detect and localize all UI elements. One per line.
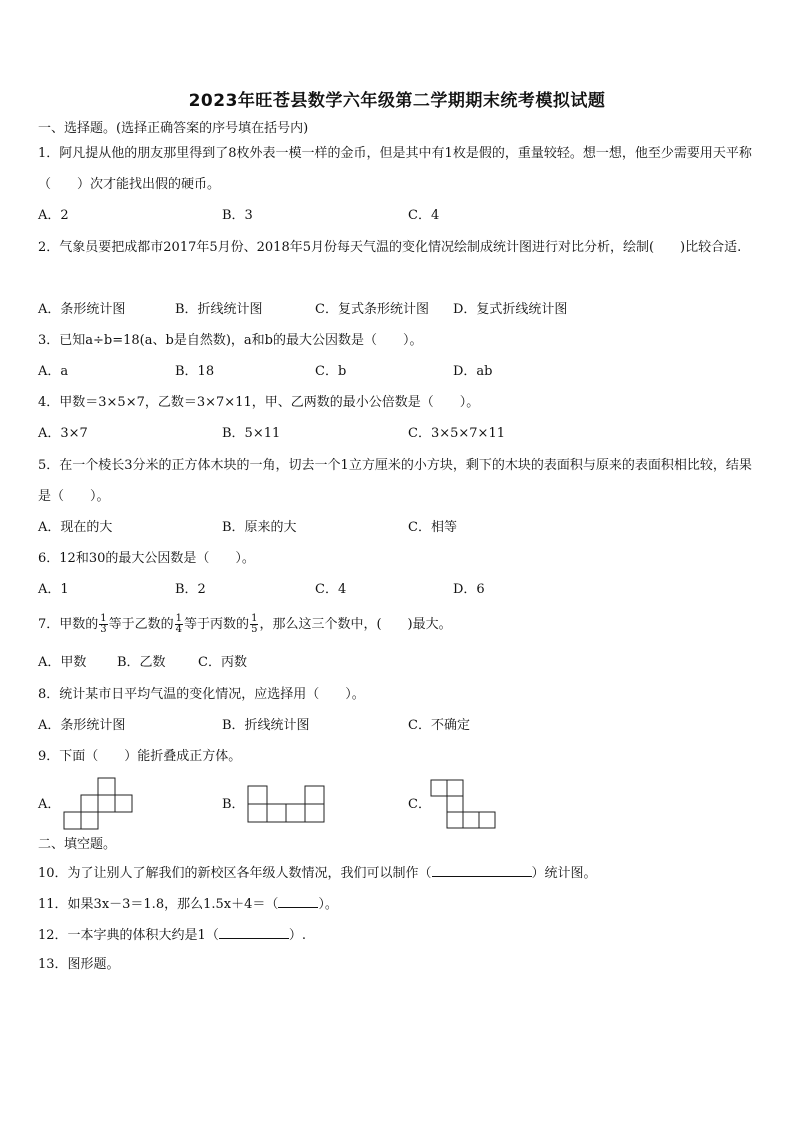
question-7-option-c: C．丙数 <box>198 655 247 670</box>
question-6-option-a: A．1 <box>38 582 69 597</box>
question-6-option-d: D．6 <box>453 582 485 597</box>
question-6-option-b: B．2 <box>175 582 206 597</box>
question-7-part-3: 等于丙数的 <box>184 617 250 632</box>
answer-blank-12[interactable] <box>219 926 289 939</box>
question-5-text: 5．在一个棱长3分米的正方体木块的一角，切去一个1立方厘米的小方块，剩下的木块的表面积与原来的表面积相比较，结果是（ ）。 <box>38 458 752 504</box>
question-9-option-a: A． <box>38 797 61 812</box>
question-5-option-a: A．现在的大 <box>38 520 113 535</box>
cube-net-a <box>62 777 136 831</box>
question-3-text: 3．已知a÷b=18(a、b是自然数)，a和b的最大公因数是（ ）。 <box>38 333 423 348</box>
question-10-text <box>38 864 597 882</box>
question-2-option-d: D．复式折线统计图 <box>453 302 568 317</box>
question-5-option-c: C．相等 <box>408 520 457 535</box>
question-2-option-b: B．折线统计图 <box>175 302 263 317</box>
fraction-one-fourth: $\frac{1}{4}$ <box>175 613 183 635</box>
question-7-option-b: B．乙数 <box>117 655 166 670</box>
question-8-text: 8．统计某市日平均气温的变化情况，应选择用（ ）。 <box>38 687 365 702</box>
question-8-option-b: B．折线统计图 <box>222 718 310 733</box>
question-7-option-a: A．甲数 <box>38 655 87 670</box>
fraction-one-third: $\frac{1}{3}$ <box>100 613 107 635</box>
question-8-option-a: A．条形统计图 <box>38 718 126 733</box>
question-12-before: 12．一本字典的体积大约是1（ <box>38 928 219 943</box>
question-4-text: 4．甲数＝3×5×7，乙数＝3×7×11，甲、乙两数的最小公倍数是（ ）。 <box>38 395 480 410</box>
question-3-option-a: A．a <box>38 364 69 379</box>
question-4-option-b: B．5×11 <box>222 426 281 441</box>
question-9-option-c: C． <box>408 797 431 812</box>
question-11-text <box>38 895 338 913</box>
question-11-after: ）。 <box>318 897 338 912</box>
question-3-option-d: D．ab <box>453 364 493 379</box>
fraction-one-fifth: $\frac{1}{5}$ <box>251 613 258 635</box>
cube-net-b <box>246 785 326 823</box>
question-5-option-b: B．原来的大 <box>222 520 297 535</box>
question-6-text: 6．12和30的最大公因数是（ ）。 <box>38 551 255 566</box>
question-9-option-b: B． <box>222 797 245 812</box>
question-13-text: 13．图形题。 <box>38 957 120 972</box>
page-title: 2023年旺苍县数学六年级第二学期期末统考模拟试题 <box>188 91 606 111</box>
question-4-option-c: C．3×5×7×11 <box>408 426 505 441</box>
cube-net-c <box>430 779 498 829</box>
question-10-after: ）统计图。 <box>531 866 597 881</box>
question-3-option-b: B．18 <box>175 364 215 379</box>
question-10-before: 10．为了让别人了解我们的新校区各年级人数情况，我们可以制作（ <box>38 866 432 881</box>
question-2-option-c: C．复式条形统计图 <box>315 302 429 317</box>
question-1-option-b: B．3 <box>222 208 253 223</box>
question-12-text <box>38 926 306 944</box>
question-1-text: 1．阿凡提从他的朋友那里得到了8枚外表一模一样的金币，但是其中有1枚是假的，重量较轻。想一想，他至少需要用天平称（ ）次才能找出假的硬币。 <box>38 146 752 192</box>
question-7-part-1: 7．甲数的 <box>38 617 99 632</box>
question-2-option-a: A．条形统计图 <box>38 302 126 317</box>
section-choice-heading: 一、选择题。(选择正确答案的序号填在括号内) <box>38 121 309 136</box>
question-7-text <box>38 612 452 638</box>
question-11-before: 11．如果3x－3＝1.8，那么1.5x＋4＝（ <box>38 897 279 912</box>
question-1-option-a: A．2 <box>38 208 69 223</box>
answer-blank-11[interactable] <box>278 895 318 908</box>
answer-blank-10[interactable] <box>432 864 532 877</box>
question-7-part-4: ，那么这三个数中，( )最大。 <box>259 617 452 632</box>
question-7-part-2: 等于乙数的 <box>108 617 174 632</box>
section-fill-heading: 二、填空题。 <box>38 837 117 852</box>
question-1-option-c: C．4 <box>408 208 440 223</box>
question-6-option-c: C．4 <box>315 582 347 597</box>
question-9-text: 9．下面（ ）能折叠成正方体。 <box>38 749 242 764</box>
question-8-option-c: C．不确定 <box>408 718 470 733</box>
question-3-option-c: C．b <box>315 364 347 379</box>
question-12-after: ）. <box>288 928 306 943</box>
question-4-option-a: A．3×7 <box>38 426 88 441</box>
question-2-text: 2．气象员要把成都市2017年5月份、2018年5月份每天气温的变化情况绘制成统计图进行对比分析，绘制( )比较合适. <box>38 240 742 255</box>
